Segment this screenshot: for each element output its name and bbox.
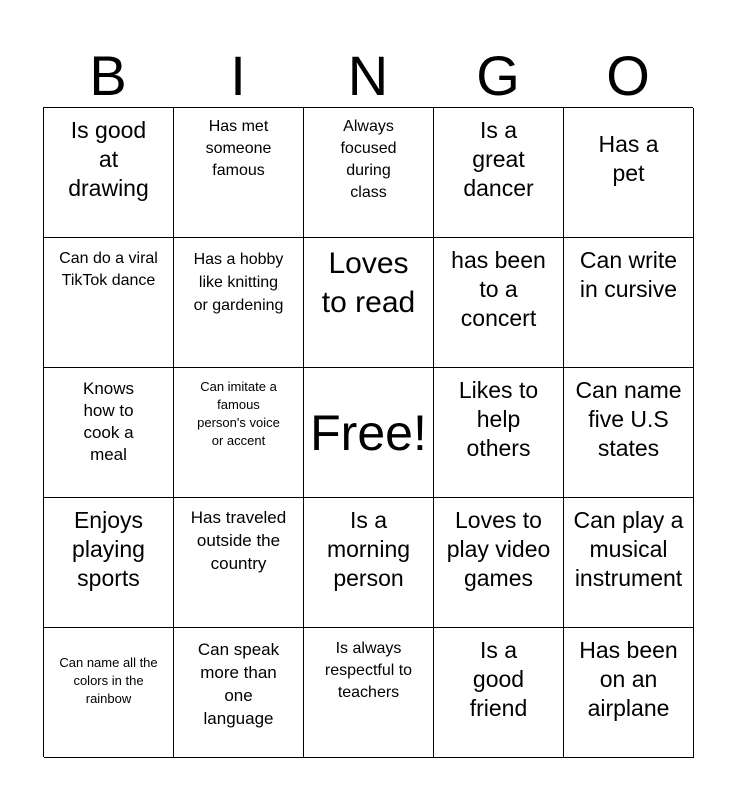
bingo-header bbox=[43, 44, 693, 108]
cell-text: Has met someone famous bbox=[205, 118, 272, 179]
header-letter-b: B bbox=[89, 44, 127, 107]
bingo-cell[interactable] bbox=[304, 628, 434, 758]
cell-text: Has a hobby like knitting or gardening bbox=[193, 251, 284, 314]
bingo-cell[interactable] bbox=[434, 238, 564, 368]
bingo-cell[interactable] bbox=[434, 108, 564, 238]
bingo-cell[interactable] bbox=[564, 238, 694, 368]
bingo-cell[interactable] bbox=[44, 108, 174, 238]
bingo-cell[interactable] bbox=[174, 238, 304, 368]
bingo-cell[interactable] bbox=[174, 628, 304, 758]
bingo-cell[interactable] bbox=[434, 498, 564, 628]
bingo-cell[interactable] bbox=[174, 108, 304, 238]
bingo-cell[interactable] bbox=[304, 238, 434, 368]
cell-text: Can speak more than one language bbox=[197, 640, 280, 728]
cell-text: Can play a musical instrument bbox=[573, 507, 684, 591]
cell-text: Always focused during class bbox=[340, 118, 397, 201]
cell-text: Is always respectful to teachers bbox=[324, 640, 413, 701]
cell-text: Loves to read bbox=[321, 247, 416, 319]
bingo-cell[interactable] bbox=[174, 498, 304, 628]
cell-text: Is a good friend bbox=[469, 637, 528, 721]
cell-text: Likes to help others bbox=[458, 377, 539, 461]
header-letter-n: N bbox=[347, 44, 389, 107]
cell-text: Has a pet bbox=[598, 130, 659, 186]
free-space-text: Free! bbox=[310, 404, 427, 461]
bingo-cell[interactable] bbox=[434, 368, 564, 498]
cell-text: Can do a viral TikTok dance bbox=[59, 250, 158, 289]
bingo-cell[interactable] bbox=[564, 368, 694, 498]
cell-text: Is a morning person bbox=[326, 507, 411, 591]
cell-text: Enjoys playing sports bbox=[72, 507, 145, 591]
bingo-cell[interactable] bbox=[304, 108, 434, 238]
bingo-cell[interactable] bbox=[174, 368, 304, 498]
bingo-cell[interactable] bbox=[44, 238, 174, 368]
bingo-board bbox=[43, 107, 693, 757]
bingo-cell[interactable] bbox=[564, 498, 694, 628]
cell-text: Is a great dancer bbox=[463, 117, 534, 201]
cell-text: has been to a concert bbox=[451, 247, 546, 331]
cell-text: Can name all the colors in the rainbow bbox=[59, 655, 158, 706]
bingo-cell[interactable] bbox=[434, 628, 564, 758]
cell-text: Knows how to cook a meal bbox=[82, 379, 135, 464]
header-letter-i: I bbox=[230, 44, 246, 107]
bingo-cell[interactable] bbox=[564, 628, 694, 758]
cell-text: Has been on an airplane bbox=[579, 637, 678, 721]
cell-text: Can write in cursive bbox=[579, 247, 678, 302]
cell-text: Loves to play video games bbox=[446, 507, 551, 591]
bingo-cell[interactable] bbox=[304, 498, 434, 628]
header-letter-g: G bbox=[476, 44, 520, 107]
free-space-cell[interactable] bbox=[304, 368, 434, 498]
cell-text: Can imitate a famous person's voice or accent bbox=[197, 379, 280, 448]
bingo-cell[interactable] bbox=[564, 108, 694, 238]
bingo-cell[interactable] bbox=[44, 628, 174, 758]
bingo-cell[interactable] bbox=[44, 368, 174, 498]
cell-text: Can name five U.S states bbox=[575, 377, 682, 461]
bingo-cell[interactable] bbox=[44, 498, 174, 628]
header-letter-o: O bbox=[606, 44, 650, 107]
cell-text: Is good at drawing bbox=[68, 117, 149, 201]
cell-text: Has traveled outside the country bbox=[190, 508, 287, 573]
